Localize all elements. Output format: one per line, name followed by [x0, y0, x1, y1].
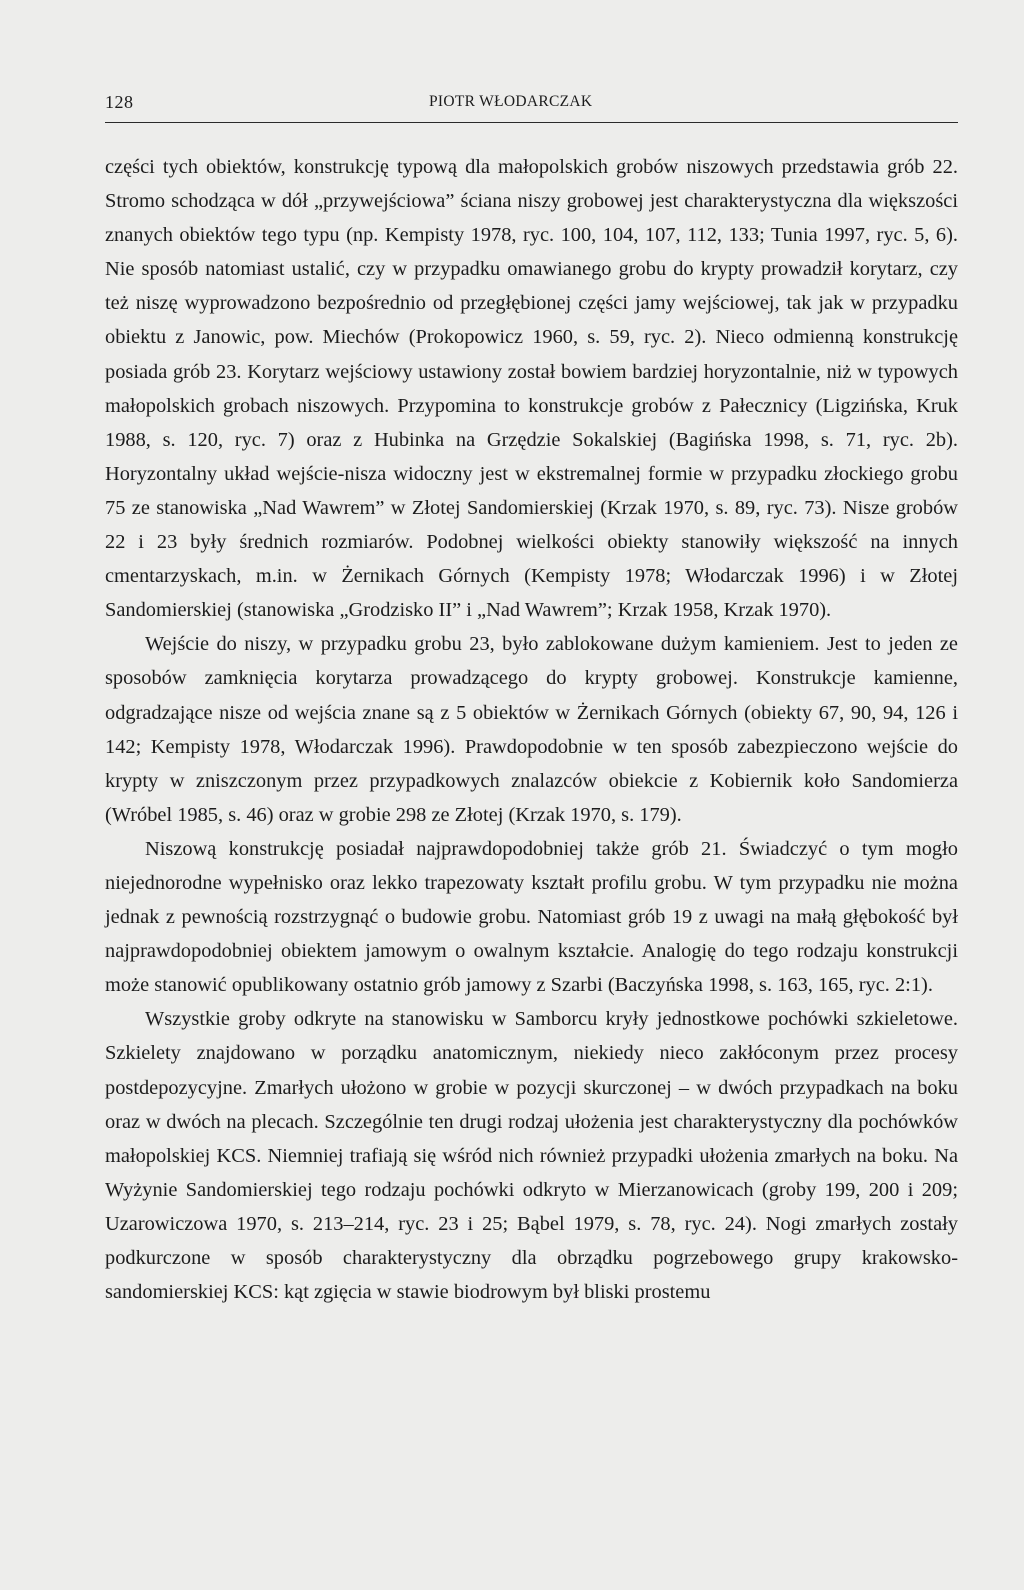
paragraph-3: Niszową konstrukcję posiadał najprawdopodobniej także grób 21. Świadczyć o tym mogło niejednorodne wypełnisko oraz lekko trapezowaty kształt profilu grobu. W tym przypadku nie można jednak z pewnością rozstrzygnąć o budowie grobu. Natomiast grób 19 z uwagi na małą głębokość był najprawdopodobniej obiektem jamowym o owalnym kształcie. Analogię do tego rodzaju konstrukcji może stanowić opublikowany ostatnio grób jamowy z Szarbi (Baczyńska 1998, s. 163, 165, ryc. 2:1).: [105, 837, 958, 997]
page-header: [105, 92, 958, 123]
running-head: PIOTR WŁODARCZAK: [429, 93, 593, 110]
page-number: 128: [105, 92, 134, 112]
paragraph-4: Wszystkie groby odkryte na stanowisku w Samborcu kryły jednostkowe pochówki szkieletowe. Szkielety znajdowano w porządku anatomicznym, niekiedy nieco zakłóconym przez procesy postdepozycyjne. Zmarłych ułożono w grobie w pozycji skurczonej – w dwóch przypadkach na boku oraz w dwóch na plecach. Szczególnie ten drugi rodzaj ułożenia jest charakterystyczny dla pochówków małopolskiej KCS. Niemniej trafiają się wśród nich również przypadki ułożenia zmarłych na boku. Na Wyżynie Sandomierskiej tego rodzaju pochówki odkryto w Mierzanowicach (groby 199, 200 i 209; Uzarowiczowa 1970, s. 213–214, ryc. 23 i 25; Bąbel 1979, s. 78, ryc. 24). Nogi zmarłych zostały podkurczone w sposób charakterystyczny dla obrządku pogrzebowego grupy krakowsko-sandomierskiej KCS: kąt zgięcia w stawie biodrowym był bliski prostemu: [105, 1008, 958, 1304]
paragraph-2: Wejście do niszy, w przypadku grobu 23, było zablokowane dużym kamieniem. Jest to jeden ze sposobów zamknięcia korytarza prowadzącego do krypty grobowej. Konstrukcje kamienne, odgradzające nisze od wejścia znane są z 5 obiektów w Żernikach Górnych (obiekty 67, 90, 94, 126 i 142; Kempisty 1978, Włodarczak 1996). Prawdopodobnie w ten sposób zabezpieczono wejście do krypty w zniszczonym przez przypadkowych znalazców obiekcie z Kobiernik koło Sandomierza (Wróbel 1985, s. 46) oraz w grobie 298 ze Złotej (Krzak 1970, s. 179).: [105, 633, 958, 826]
paragraph-1: części tych obiektów, konstrukcję typową dla małopolskich grobów niszowych przedstawia grób 22. Stromo schodząca w dół „przywejściowa” ściana niszy grobowej jest charakterystyczna dla większości znanych obiektów tego typu (np. Kempisty 1978, ryc. 100, 104, 107, 112, 133; Tunia 1997, ryc. 5, 6). Nie sposób natomiast ustalić, czy w przypadku omawianego grobu do krypty prowadził korytarz, czy też niszę wyprowadzono bezpośrednio od przegłębionej części jamy wejściowej, tak jak w przypadku obiektu z Janowic, pow. Miechów (Prokopowicz 1960, s. 59, ryc. 2). Nieco odmienną konstrukcję posiada grób 23. Korytarz wejściowy ustawiony został bowiem bardziej horyzontalnie, niż w typowych małopolskich grobach niszowych. Przypomina to konstrukcje grobów z Pałecznicy (Ligzińska, Kruk 1988, s. 120, ryc. 7) oraz z Hubinka na Grzędzie Sokalskiej (Bagińska 1998, s. 71, ryc. 2b). Horyzontalny układ wejście-nisza widoczny jest w ekstremalnej formie w przypadku złockiego grobu 75 ze stanowiska „Nad Wawrem” w Złotej Sandomierskiej (Krzak 1970, s. 89, ryc. 73). Nisze grobów 22 i 23 były średnich rozmiarów. Podobnej wielkości obiekty stanowiły większość na innych cmentarzyskach, m.in. w Żernikach Górnych (Kempisty 1978; Włodarczak 1996) i w Złotej Sandomierskiej (stanowiska „Grodzisko II” i „Nad Wawrem”; Krzak 1958, Krzak 1970).: [105, 156, 958, 622]
body-text: [105, 150, 958, 1309]
